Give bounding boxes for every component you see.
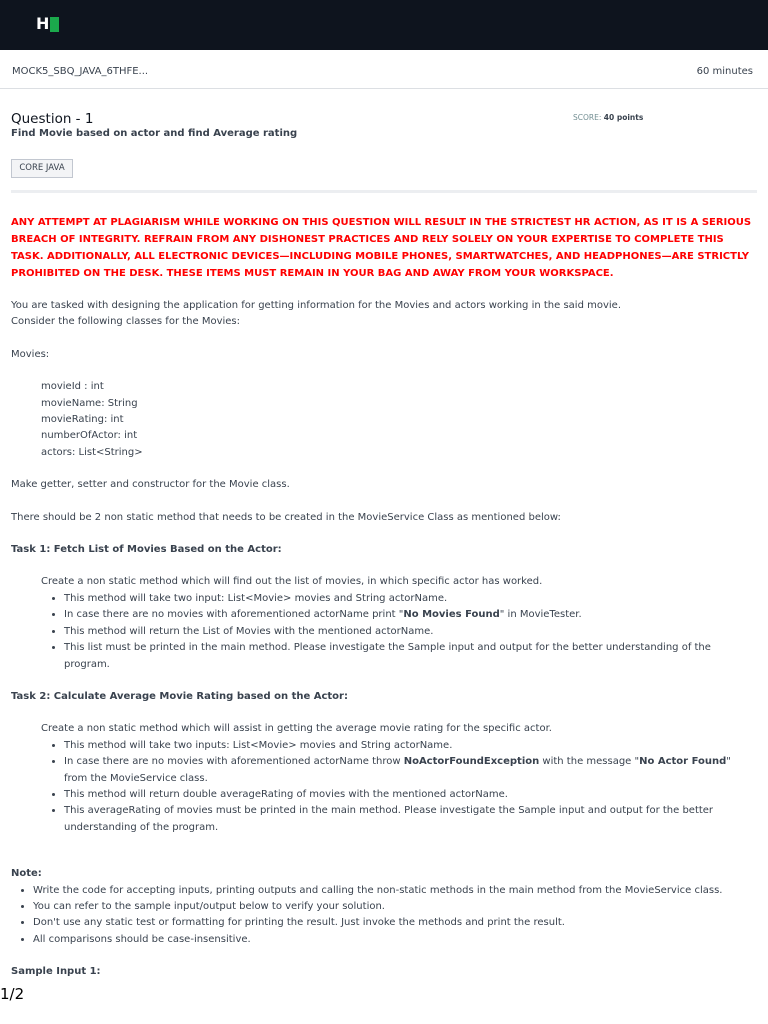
field-item: movieId : int	[41, 381, 104, 393]
intro-line: You are tasked with designing the application for getting information for the Movies and actors working in the said movie.	[11, 300, 621, 311]
task1-list	[11, 591, 757, 673]
text-span: In case there are no movies with aforementioned actorName print "	[64, 609, 404, 621]
top-bar	[0, 0, 768, 50]
task2-bullet: • This method will return double averageRating of movies with the mentioned actorName.	[64, 787, 757, 803]
sample-input-heading: Sample Input 1:	[11, 966, 101, 978]
task1-bullet: • This method will return the List of Movies with the mentioned actorName.	[64, 624, 757, 640]
no-movies-found-text: No Movies Found	[403, 609, 500, 621]
logo-letter: H	[36, 14, 50, 33]
note-item: • You can refer to the sample input/output below to verify your solution.	[33, 899, 757, 915]
task1-bullet	[64, 607, 757, 623]
test-header	[0, 50, 768, 89]
score	[573, 113, 643, 122]
task1-desc: Create a non static method which will find out the list of movies, in which specific actor has worked.	[41, 576, 543, 588]
task2-bullet: • This method will take two inputs: List<Movie> movies and String actorName.	[64, 738, 757, 754]
test-duration: 60 minutes	[696, 66, 753, 77]
topic-tag[interactable]: CORE JAVA	[11, 159, 73, 178]
task2-heading: Task 2: Calculate Average Movie Rating based on the Actor:	[11, 690, 348, 702]
text-span: " from the MovieService class.	[64, 756, 731, 784]
task2-list	[11, 738, 757, 836]
task1-heading: Task 1: Fetch List of Movies Based on the Actor:	[11, 544, 282, 556]
field-item: movieRating: int	[41, 414, 124, 426]
divider	[11, 190, 757, 193]
hackerrank-logo[interactable]	[36, 16, 66, 34]
field-list	[11, 379, 757, 461]
task2-desc: Create a non static method which will assist in getting the average movie rating for the specific actor.	[41, 723, 552, 735]
score-value: 40 points	[603, 113, 644, 122]
page-number: 1/2	[0, 985, 25, 1003]
note-heading: Note:	[11, 868, 42, 880]
exception-name: NoActorFoundException	[403, 756, 540, 768]
note-item: • All comparisons should be case-insensitive.	[33, 932, 757, 948]
score-label: SCORE:	[573, 113, 602, 122]
plagiarism-warning: ANY ATTEMPT AT PLAGIARISM WHILE WORKING ON THIS QUESTION WILL RESULT IN THE STRICTEST HR ACTION, AS IT IS A SERIOUS BREACH OF INTEGRITY. REFRAIN FROM ANY DISHONEST PRACTICES AND RELY SOLELY ON YOUR EXPERTISE TO COMPLETE THIS TASK. ADDITIONALLY, ALL ELECTRONIC DEVICES—INCLUDING MOBILE PHONES, SMARTWATCHES, AND HEADPHONES—ARE STRICTLY PROHIBITED ON THE DESK. THESE ITEMS MUST REMAIN IN YOUR BAG AND AWAY FROM YOUR WORKSPACE.	[11, 217, 752, 279]
text-span: with the message "	[539, 756, 640, 768]
task1-bullet: • This list must be printed in the main method. Please investigate the Sample input and output for the better understanding of the program.	[64, 640, 757, 673]
question-body	[11, 214, 757, 981]
question-subtitle: Find Movie based on actor and find Average rating	[11, 128, 298, 139]
text-span: " in MovieTester.	[499, 609, 582, 621]
question-title: Question - 1	[11, 111, 94, 127]
note-item: • Write the code for accepting inputs, printing outputs and calling the non-static methods in the main method from the MovieService class.	[33, 883, 757, 899]
movies-label: Movies:	[11, 348, 50, 360]
task2-bullet	[64, 754, 757, 787]
methods-text: There should be 2 non static method that needs to be created in the MovieService Class as mentioned below:	[11, 511, 561, 523]
note-list	[11, 883, 757, 949]
test-name: MOCK5_SBQ_JAVA_6THFE...	[12, 66, 149, 77]
getter-text: Make getter, setter and constructor for the Movie class.	[11, 479, 290, 491]
task2-bullet: • This averageRating of movies must be printed in the main method. Please investigate the Sample input and output for the better understanding of the program.	[64, 803, 757, 836]
field-item: actors: List<String>	[41, 446, 143, 458]
text-span: In case there are no movies with aforementioned actorName throw	[64, 756, 404, 768]
note-item: • Don't use any static test or formatting for printing the result. Just invoke the methods and print the result.	[33, 915, 757, 931]
intro-line: Consider the following classes for the Movies:	[11, 316, 240, 328]
task1-bullet: • This method will take two input: List<Movie> movies and String actorName.	[64, 591, 757, 607]
field-item: numberOfActor: int	[41, 430, 138, 442]
no-actor-found-text: No Actor Found	[639, 756, 727, 768]
field-item: movieName: String	[41, 397, 138, 409]
logo-square-icon	[50, 17, 59, 32]
